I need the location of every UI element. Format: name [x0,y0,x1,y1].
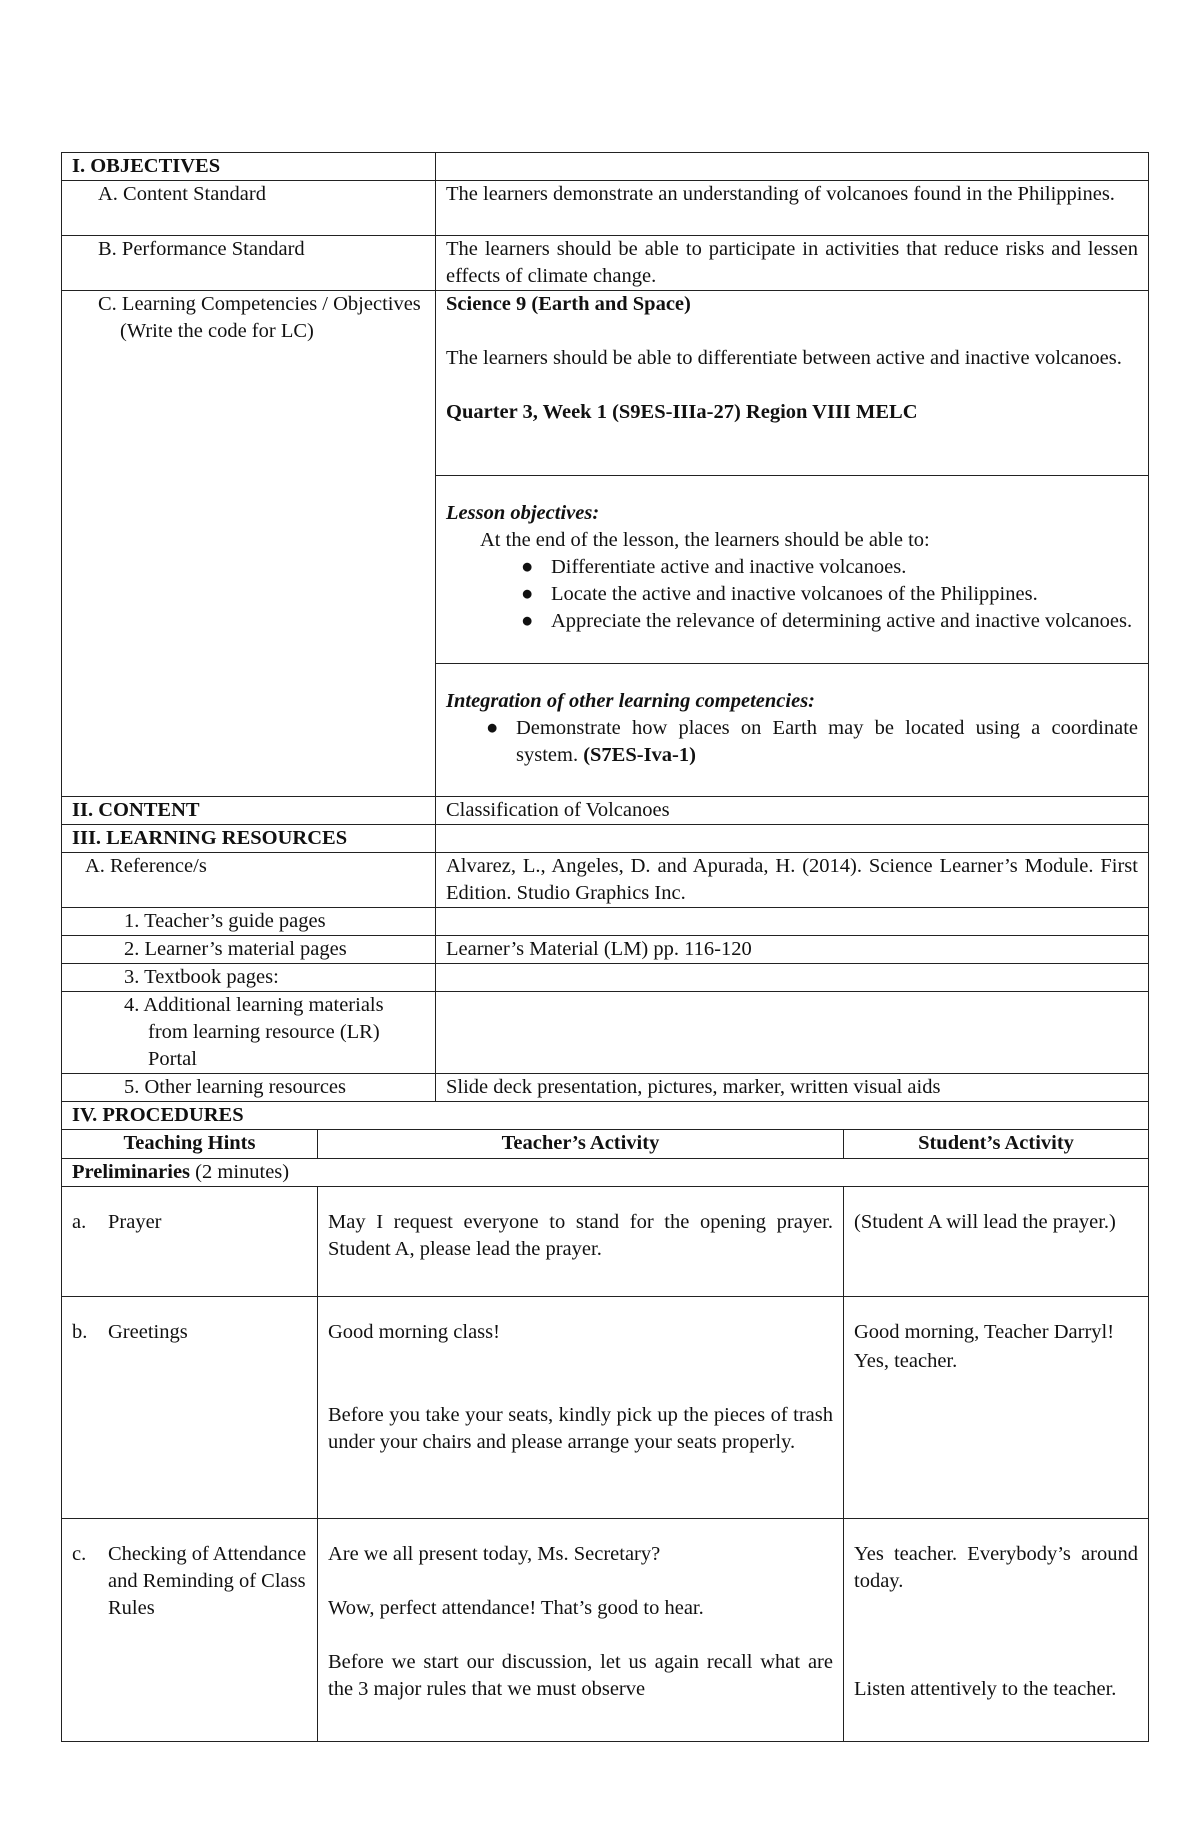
column-header-student: Student’s Activity [844,1129,1149,1158]
hint-letter: b. [72,1320,88,1343]
resource-item-value [436,908,1149,936]
resource-item-value [436,992,1149,1074]
student-activity-text: Yes teacher. Everybody’s around today. [854,1542,1138,1592]
lesson-objectives-intro: At the end of the lesson, the learners should be able to: [480,529,930,551]
teacher-activity-text: Wow, perfect attendance! That’s good to hear. [328,1596,704,1619]
objectives-heading-blank [436,153,1149,181]
integration-list [446,715,1138,769]
teacher-activity-cell [318,1186,844,1296]
resource-item-label: 2. Learner’s material pages [62,936,436,964]
hint-letter: a. [72,1210,87,1233]
resource-item-label: 5. Other learning resources [62,1074,436,1102]
procedures-table [61,1129,1149,1742]
integration-cell [436,664,1149,797]
resource-item-value: Learner’s Material (LM) pp. 116-120 [436,936,1149,964]
integration-code: (S7ES-Iva-1) [583,744,696,766]
student-activity-cell [844,1296,1149,1518]
table-row [62,1296,1149,1518]
column-header-teacher: Teacher’s Activity [318,1129,844,1158]
table-row [62,1186,1149,1296]
reference-label: A. Reference/s [62,853,436,908]
hint-cell [62,1296,318,1518]
teacher-activity-text: Before you take your seats, kindly pick up the pieces of trash under your chairs and please arrange your seats properly. [328,1403,833,1453]
performance-standard-label: B. Performance Standard [62,236,436,291]
teacher-activity-cell [318,1296,844,1518]
resource-item-value [436,964,1149,992]
student-activity-cell [844,1518,1149,1741]
teacher-activity-text: Before we start our discussion, let us again recall what are the 3 major rules that we must observe [328,1650,833,1700]
competencies-statement: The learners should be able to differentiate between active and inactive volcanoes. [446,347,1122,369]
hint-cell [62,1518,318,1741]
hint-text: Checking of Attendance and Reminding of Class Rules [108,1542,307,1619]
hint-cell [62,1186,318,1296]
teacher-activity-text: May I request everyone to stand for the opening prayer. Student A, please lead the prayer. [328,1210,833,1260]
student-activity-text: Listen attentively to the teacher. [854,1677,1117,1700]
lesson-objectives-cell [436,476,1149,664]
preliminaries-row [62,1158,1149,1186]
list-item: ● Demonstrate how places on Earth may be located using a coordinate system. (S7ES-Iva-1) [486,717,1138,766]
resource-item-label: 4. Additional learning materials from learning resource (LR) Portal [124,994,384,1070]
lesson-objectives-list [446,554,1138,635]
hint-text: Prayer [108,1210,162,1233]
resource-item-label: 3. Textbook pages: [62,964,436,992]
list-item: ● Appreciate the relevance of determining active and inactive volcanoes. [521,610,1133,632]
resources-heading: III. LEARNING RESOURCES [62,825,436,853]
student-activity-text: Good morning, Teacher Darryl! [854,1320,1115,1343]
preliminaries-label: Preliminaries [72,1160,191,1183]
integration-title: Integration of other learning competencies: [446,690,815,712]
competencies-label-cell [62,291,436,797]
list-item: ● Differentiate active and inactive volcanoes. [521,556,907,578]
resource-item-value: Slide deck presentation, pictures, marker, written visual aids [436,1074,1149,1102]
hint-text: Greetings [108,1320,188,1343]
student-activity-text: (Student A will lead the prayer.) [854,1210,1116,1233]
reference-value: Alvarez, L., Angeles, D. and Apurada, H. (2014). Science Learner’s Module. First Edition. Studio Graphics Inc. [436,853,1149,908]
competencies-subject: Science 9 (Earth and Space) [446,293,691,315]
content-standard-value: The learners demonstrate an understanding of volcanoes found in the Philippines. [436,181,1149,236]
content-value: Classification of Volcanoes [436,797,1149,825]
teacher-activity-text: Are we all present today, Ms. Secretary? [328,1542,661,1565]
resources-heading-blank [436,825,1149,853]
competencies-code: Quarter 3, Week 1 (S9ES-IIIa-27) Region VIII MELC [446,401,918,423]
objectives-heading: I. OBJECTIVES [62,153,436,181]
list-item: ● Locate the active and inactive volcanoes of the Philippines. [521,583,1038,605]
teacher-activity-cell [318,1518,844,1741]
column-header-hints: Teaching Hints [62,1129,318,1158]
performance-standard-value: The learners should be able to participate in activities that reduce risks and lessen effects of climate change. [436,236,1149,291]
content-standard-label: A. Content Standard [62,181,436,236]
procedures-heading: IV. PROCEDURES [62,1102,1149,1130]
table-row [62,1518,1149,1741]
student-activity-text: Yes, teacher. [854,1349,958,1372]
lesson-objectives-title: Lesson objectives: [446,502,600,524]
competencies-label: C. Learning Competencies / Objectives (Write the code for LC) [98,293,421,342]
preliminaries-time: (2 minutes) [195,1160,290,1183]
resource-item-label-cell [62,992,436,1074]
content-heading: II. CONTENT [62,797,436,825]
teacher-activity-text: Good morning class! [328,1320,500,1343]
resource-item-label: 1. Teacher’s guide pages [62,908,436,936]
objectives-resources-table [61,152,1149,1130]
competencies-cell [436,291,1149,476]
hint-letter: c. [72,1542,87,1565]
student-activity-cell [844,1186,1149,1296]
lesson-plan-document [61,152,1148,1742]
